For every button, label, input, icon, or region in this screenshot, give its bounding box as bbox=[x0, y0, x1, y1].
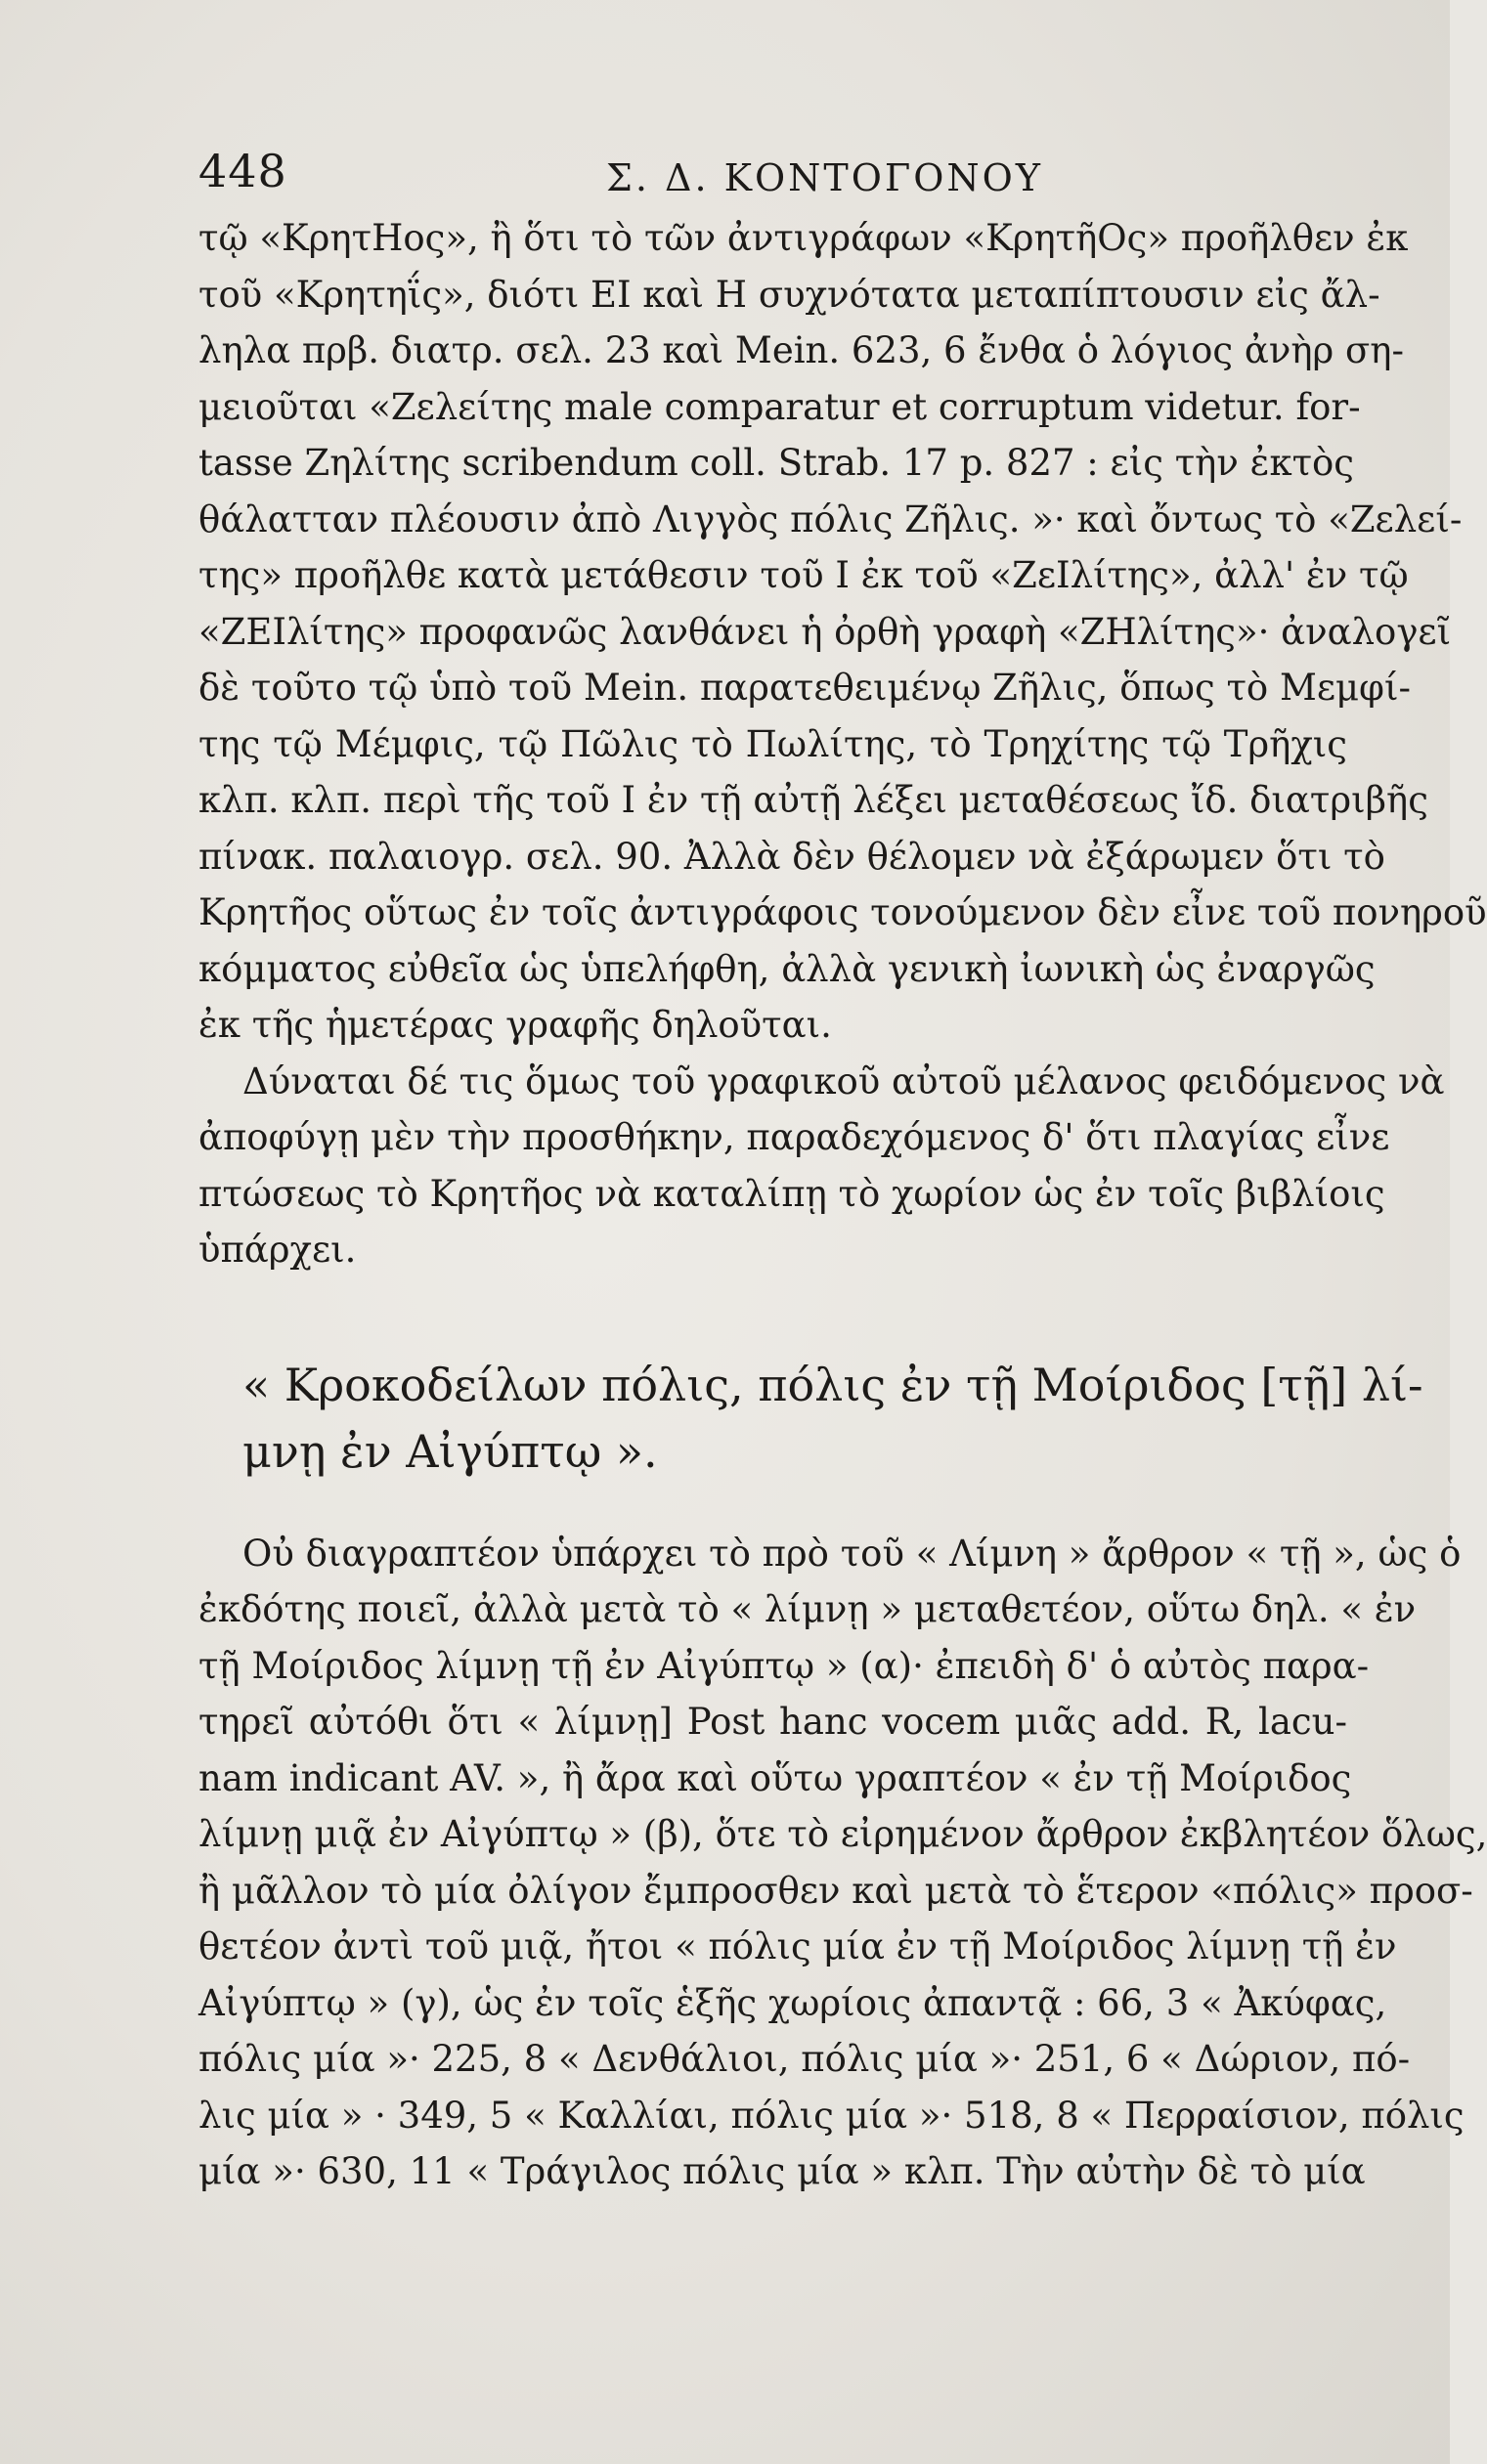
text-line: Αἰγύπτῳ » (γ), ὡς ἐν τοῖς ἑξῆς χωρίοις ἀπαντᾷ : 66, 3 « Ἀκύφας, bbox=[198, 1981, 1387, 2024]
text-line: πτώσεως τὸ Κρητῆος νὰ καταλίπῃ τὸ χωρίον ὡς ἐν τοῖς βιβλίοις bbox=[198, 1172, 1385, 1215]
text-line: «ΖΕΙλίτης» προφανῶς λανθάνει ἡ ὀρθὴ γραφὴ «ΖΗλίτης»· ἀναλογεῖ bbox=[198, 610, 1452, 653]
text-line: tasse Ζηλίτης scribendum coll. Strab. 17 p. 827 : εἰς τὴν ἐκτὸς bbox=[198, 442, 1355, 484]
text-line: ληλα πρβ. διατρ. σελ. 23 καὶ Mein. 623, 6 ἔνθα ὁ λόγιος ἀνὴρ ση- bbox=[198, 329, 1404, 371]
section-gap bbox=[198, 1485, 1347, 1526]
text-line: ὑπάρχει. bbox=[198, 1229, 357, 1271]
text-line: Κρητῆος οὕτως ἐν τοῖς ἀντιγράφοις τονούμενον δὲν εἶνε τοῦ πονηροῦ bbox=[198, 891, 1487, 933]
text-line: κόμματος εὐθεῖα ὡς ὑπελήφθη, ἀλλὰ γενικὴ ἰωνικὴ ὡς ἐναργῶς bbox=[198, 947, 1376, 990]
text-line: θετέον ἀντὶ τοῦ μιᾷ, ἤτοι « πόλις μία ἐν τῇ Μοίριδος λίμνῃ τῇ ἐν bbox=[198, 1925, 1397, 1967]
text-line: nam indicant AV. », ἢ ἄρα καὶ οὕτω γραπτέον « ἐν τῇ Μοίριδος bbox=[198, 1756, 1352, 1799]
text-line: μειοῦται «Ζελείτης male comparatur et corruptum videtur. for- bbox=[198, 385, 1361, 428]
entry-heading bbox=[198, 1352, 1423, 1485]
running-head: Σ. Δ. ΚΟΝΤΟΓΟΝΟΥ bbox=[606, 156, 1043, 199]
text-line: Δύναται δέ τις ὅμως τοῦ γραφικοῦ αὐτοῦ μέλανος φειδόμενος νὰ bbox=[242, 1059, 1445, 1102]
text-line: λίμνῃ μιᾷ ἐν Αἰγύπτῳ » (β), ὅτε τὸ εἰρημένον ἄρθρον ἐκβλητέον ὅλως, bbox=[198, 1813, 1487, 1855]
paragraph-3 bbox=[198, 1526, 1487, 2200]
section-gap bbox=[198, 1278, 1347, 1352]
text-line: θάλατταν πλέουσιν ἀπὸ Λιγγὸς πόλις Ζῆλις. »· καὶ ὄντως τὸ «Ζελεί- bbox=[198, 497, 1463, 540]
text-line: ἐκ τῆς ἡμετέρας γραφῆς δηλοῦται. bbox=[198, 1004, 832, 1046]
heading-line: μνῃ ἐν Αἰγύπτῳ ». bbox=[242, 1424, 658, 1478]
text-line: Οὐ διαγραπτέον ὑπάρχει τὸ πρὸ τοῦ « Λίμνη » ἄρθρον « τῇ », ὡς ὁ bbox=[242, 1532, 1462, 1575]
page-number: 448 bbox=[198, 145, 287, 197]
text-line: πόλις μία »· 225, 8 « Δενθάλιοι, πόλις μία »· 251, 6 « Δώριον, πό- bbox=[198, 2038, 1411, 2080]
paragraph-2 bbox=[198, 1054, 1445, 1278]
text-line: τῷ «ΚρητΗος», ἢ ὅτι τὸ τῶν ἀντιγράφων «ΚρητῆΟς» προῆλθεν ἐκ bbox=[198, 217, 1409, 259]
text-line: τοῦ «Κρητηΐς», διότι ΕΙ καὶ Η συχνότατα μεταπίπτουσιν εἰς ἄλ- bbox=[198, 273, 1380, 316]
text-line: της» προῆλθε κατὰ μετάθεσιν τοῦ Ι ἐκ τοῦ «ΖεΙλίτης», ἀλλ' ἐν τῷ bbox=[198, 554, 1409, 596]
text-line: ἐκδότης ποιεῖ, ἀλλὰ μετὰ τὸ « λίμνῃ » μεταθετέον, οὕτω δηλ. « ἐν bbox=[198, 1588, 1417, 1630]
heading-line: « Κροκοδείλων πόλις, πόλις ἐν τῇ Μοίριδος [τῇ] λί- bbox=[242, 1358, 1423, 1411]
text-line: ἢ μᾶλλον τὸ μία ὀλίγον ἔμπροσθεν καὶ μετὰ τὸ ἕτερον «πόλις» προσ- bbox=[198, 1869, 1473, 1912]
text-line: μία »· 630, 11 « Τράγιλος πόλις μία » κλπ. Τὴν αὐτὴν δὲ τὸ μία bbox=[198, 2150, 1366, 2192]
text-line: ἀποφύγῃ μὲν τὴν προσθήκην, παραδεχόμενος δ' ὅτι πλαγίας εἶνε bbox=[198, 1116, 1390, 1158]
text-line: τῇ Μοίριδος λίμνῃ τῇ ἐν Αἰγύπτῳ » (α)· ἐπειδὴ δ' ὁ αὐτὸς παρα- bbox=[198, 1644, 1370, 1687]
text-line: κλπ. κλπ. περὶ τῆς τοῦ Ι ἐν τῇ αὐτῇ λέξει μεταθέσεως ἴδ. διατριβῆς bbox=[198, 779, 1428, 821]
text-line: λις μία » · 349, 5 « Καλλίαι, πόλις μία »· 518, 8 « Περραίσιον, πόλις bbox=[198, 2094, 1465, 2137]
body-text bbox=[198, 210, 1487, 2200]
text-line: της τῷ Μέμφις, τῷ Πῶλις τὸ Πωλίτης, τὸ Τρηχίτης τῷ Τρῆχις bbox=[198, 722, 1347, 765]
text-line: πίνακ. παλαιογρ. σελ. 90. Ἀλλὰ δὲν θέλομεν νὰ ἐξάρωμεν ὅτι τὸ bbox=[198, 835, 1385, 878]
text-line: τηρεῖ αὐτόθι ὅτι « λίμνῃ] Post hanc vocem μιᾶς add. R, lacu- bbox=[198, 1701, 1347, 1743]
text-line: δὲ τοῦτο τῷ ὑπὸ τοῦ Mein. παρατεθειμένῳ Ζῆλις, ὅπως τὸ Μεμφί- bbox=[198, 667, 1411, 709]
paragraph-1 bbox=[198, 210, 1487, 1054]
